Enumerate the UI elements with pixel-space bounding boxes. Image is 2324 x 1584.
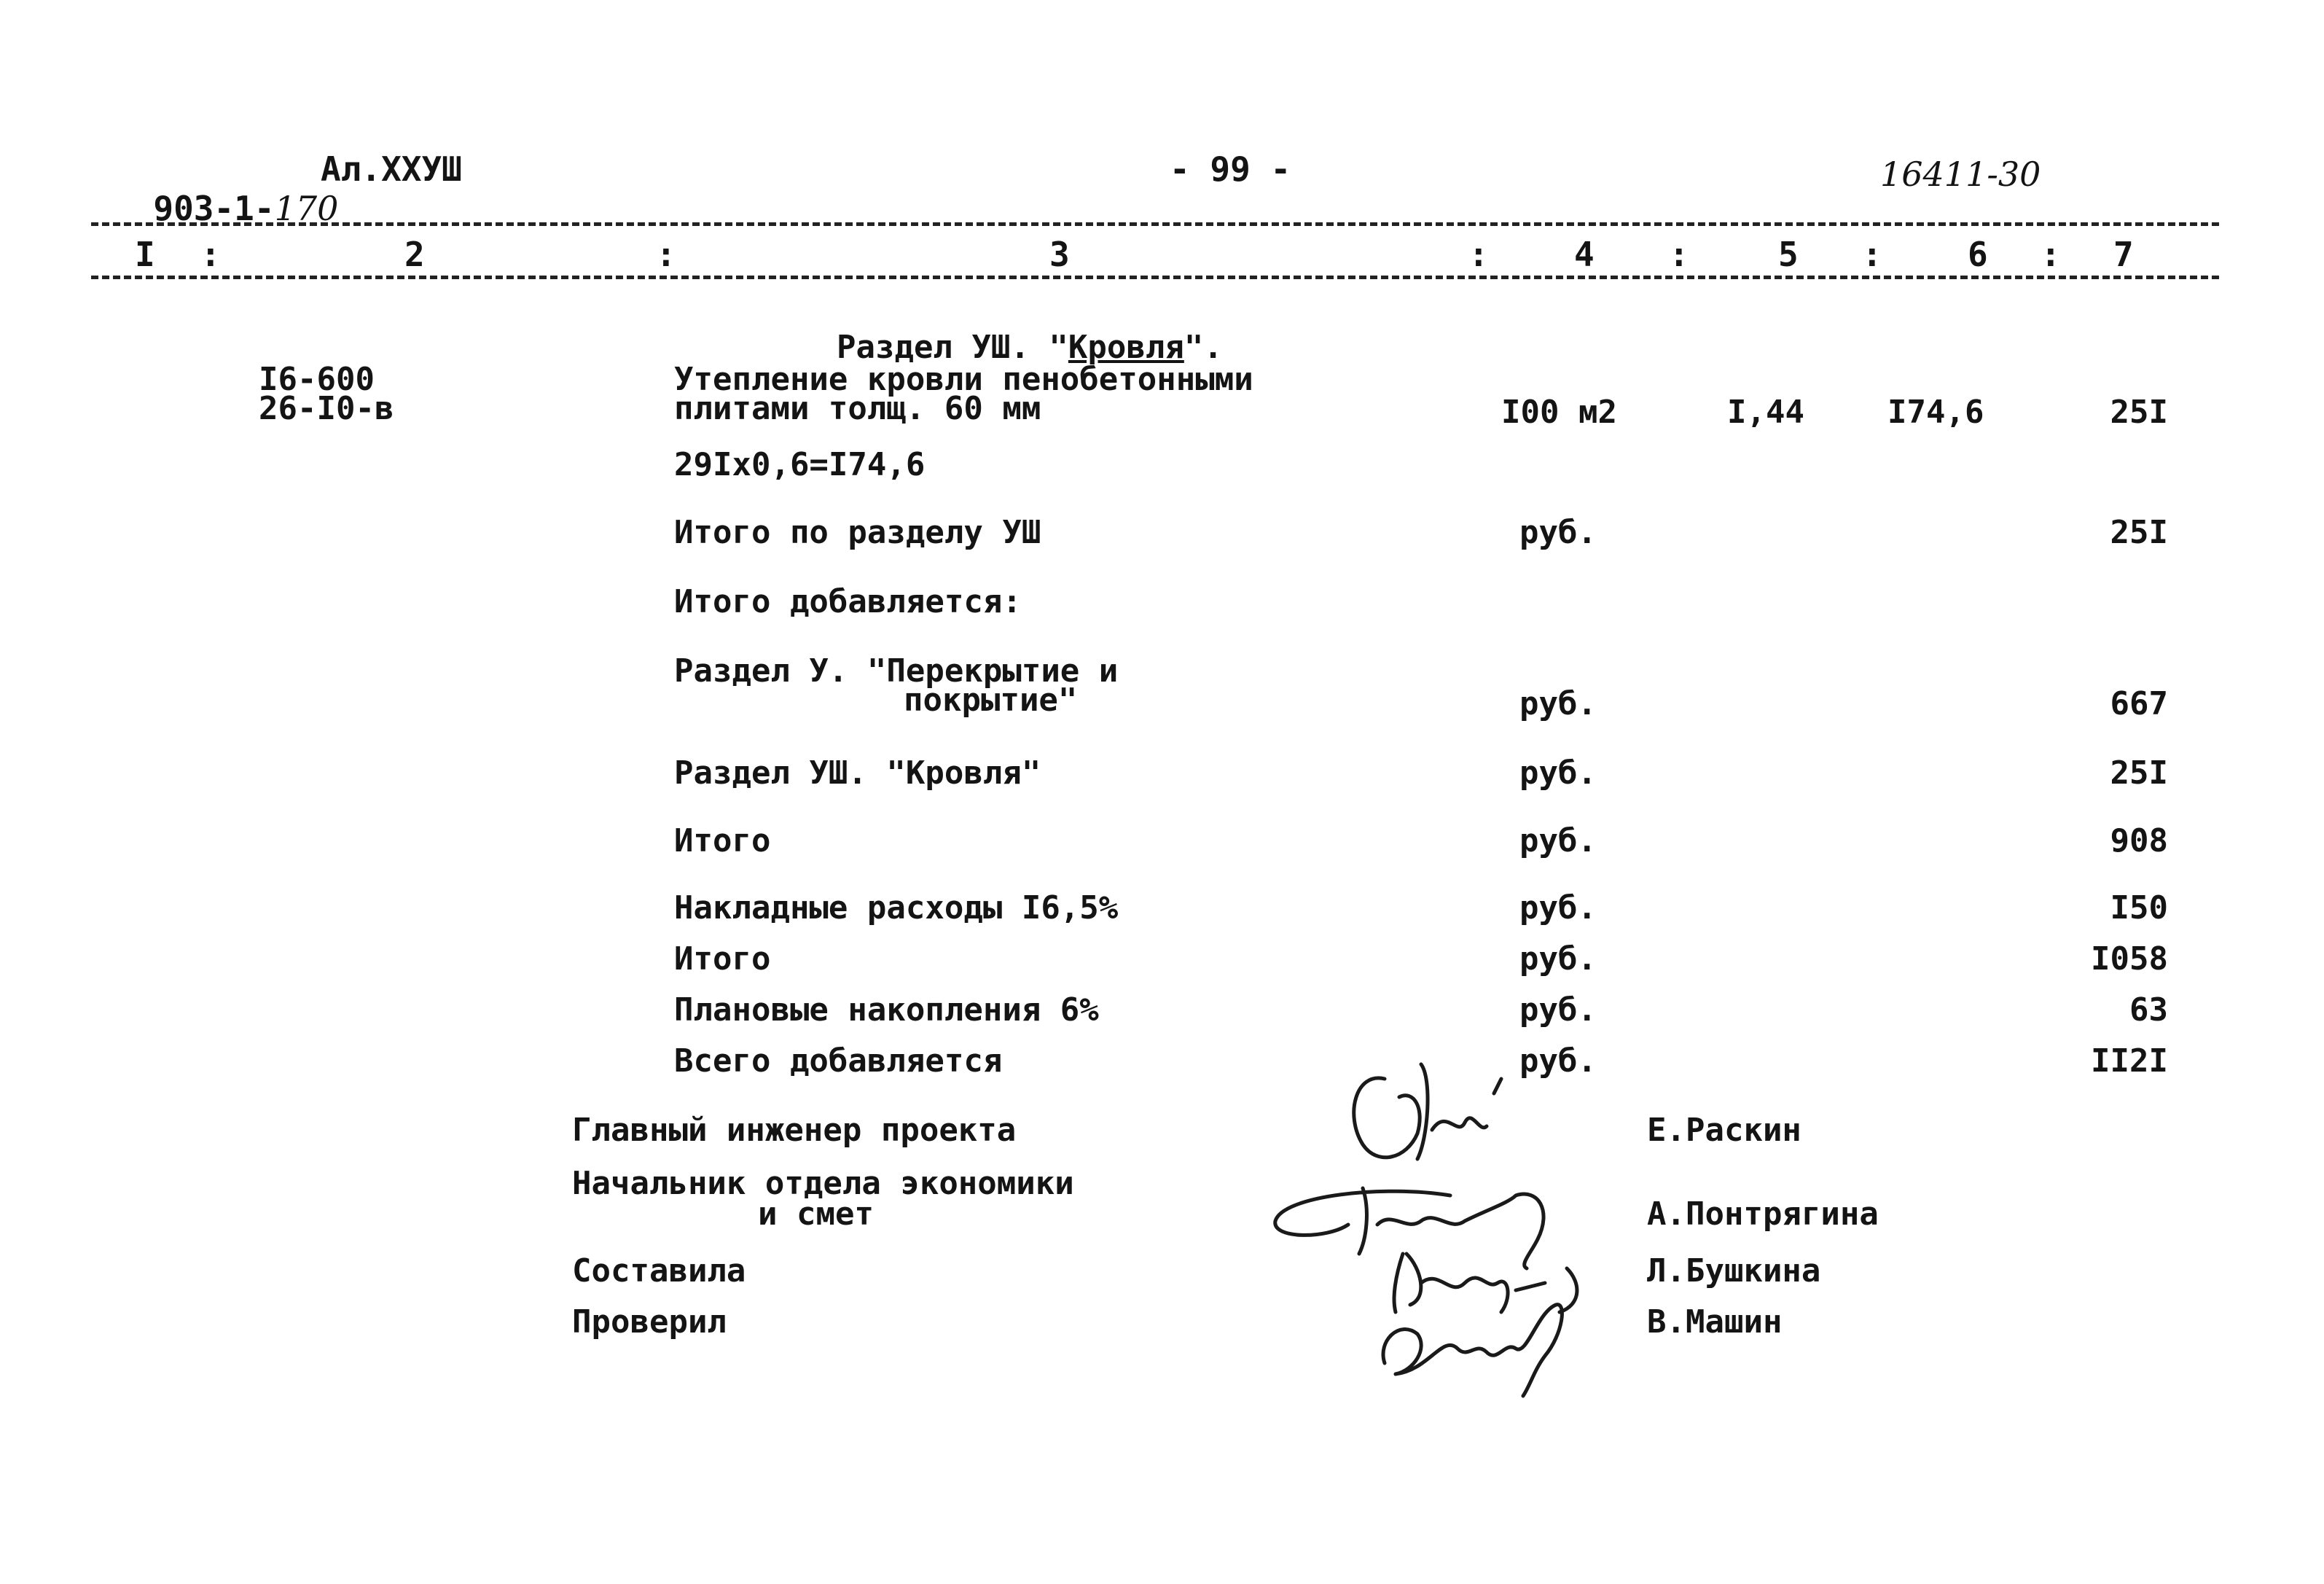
doc-code-handwritten: 170 — [274, 189, 339, 228]
signature-role: Главный инженер проекта — [572, 1112, 1017, 1149]
summary-value: I058 — [2091, 940, 2168, 978]
summary-unit: руб. — [1519, 1042, 1597, 1080]
signature-name: Л.Бушкина — [1647, 1252, 1821, 1290]
column-separator: : — [1669, 235, 1689, 274]
item-quantity: I,44 — [1727, 394, 1804, 431]
album-number: Ал.ХХУШ — [321, 149, 462, 189]
column-separator: : — [656, 235, 676, 274]
summary-unit: руб. — [1519, 940, 1597, 978]
item-unit-price: I74,6 — [1887, 394, 1984, 431]
column-separator: : — [2041, 235, 2061, 274]
section-title-name: Кровля — [1068, 329, 1184, 366]
summary-unit: руб. — [1519, 889, 1597, 926]
column-number: 2 — [404, 235, 425, 274]
summary-label: Итого — [674, 940, 771, 978]
signature-mark — [1383, 1305, 1562, 1396]
column-number: I — [135, 235, 155, 274]
summary-label: покрытие" — [904, 682, 1078, 719]
column-separator: : — [1468, 235, 1489, 274]
column-number: 5 — [1778, 235, 1799, 274]
doc-code-prefix: 903-1- — [153, 189, 275, 228]
column-number: 7 — [2113, 235, 2134, 274]
column-separator: : — [1862, 235, 1882, 274]
signature-name: Е.Раскин — [1647, 1112, 1801, 1149]
summary-unit: руб. — [1519, 754, 1597, 792]
signature-mark — [1354, 1064, 1501, 1159]
signature-role: Проверил — [572, 1303, 727, 1341]
column-number: 6 — [1968, 235, 1988, 274]
summary-unit: руб. — [1519, 822, 1597, 859]
handwritten-stamp: 16411-30 — [1880, 155, 2041, 194]
item-code: 26-I0-в — [259, 390, 394, 427]
item-code: I6-600 — [259, 361, 375, 398]
signature-role: и смет — [758, 1195, 874, 1233]
summary-value: 25I — [2110, 514, 2168, 551]
item-total: 25I — [2110, 394, 2168, 431]
summary-value: 63 — [2129, 991, 2168, 1029]
section-title-prefix: Раздел УШ. " — [836, 329, 1068, 366]
summary-label: Раздел УШ. "Кровля" — [674, 754, 1041, 792]
column-separator: : — [200, 235, 221, 274]
item-description: плитами толщ. 60 мм — [674, 390, 1041, 427]
signature-name: В.Машин — [1647, 1303, 1783, 1341]
summary-value: I50 — [2110, 889, 2168, 926]
summary-label: Итого добавляется: — [674, 583, 1022, 620]
summary-label: Итого — [674, 822, 771, 859]
signature-role: Составила — [572, 1252, 746, 1290]
section-title-suffix: ". — [1183, 329, 1223, 366]
page-number: - 99 - — [1170, 149, 1291, 189]
summary-label: Раздел У. "Перекрытие и — [674, 652, 1119, 690]
summary-value: II2I — [2091, 1042, 2168, 1080]
item-calculation: 29Iх0,6=I74,6 — [674, 446, 926, 483]
summary-value: 908 — [2110, 822, 2168, 859]
summary-unit: руб. — [1519, 685, 1597, 722]
summary-label: Плановые накопления 6% — [674, 991, 1099, 1029]
signature-mark — [1394, 1254, 1577, 1312]
signature-name: А.Понтрягина — [1647, 1195, 1879, 1233]
summary-value: 25I — [2110, 754, 2168, 792]
summary-label: Итого по разделу УШ — [674, 514, 1041, 551]
summary-value: 667 — [2110, 685, 2168, 722]
signature-role: Начальник отдела экономики — [572, 1165, 1074, 1202]
summary-label: Всего добавляется — [674, 1042, 1003, 1080]
summary-label: Накладные расходы I6,5% — [674, 889, 1119, 926]
column-number: 3 — [1049, 235, 1070, 274]
item-description: Утепление кровли пенобетонными — [674, 361, 1253, 398]
item-unit: I00 м2 — [1501, 394, 1617, 431]
summary-unit: руб. — [1519, 514, 1597, 551]
column-number: 4 — [1574, 235, 1595, 274]
summary-unit: руб. — [1519, 991, 1597, 1029]
